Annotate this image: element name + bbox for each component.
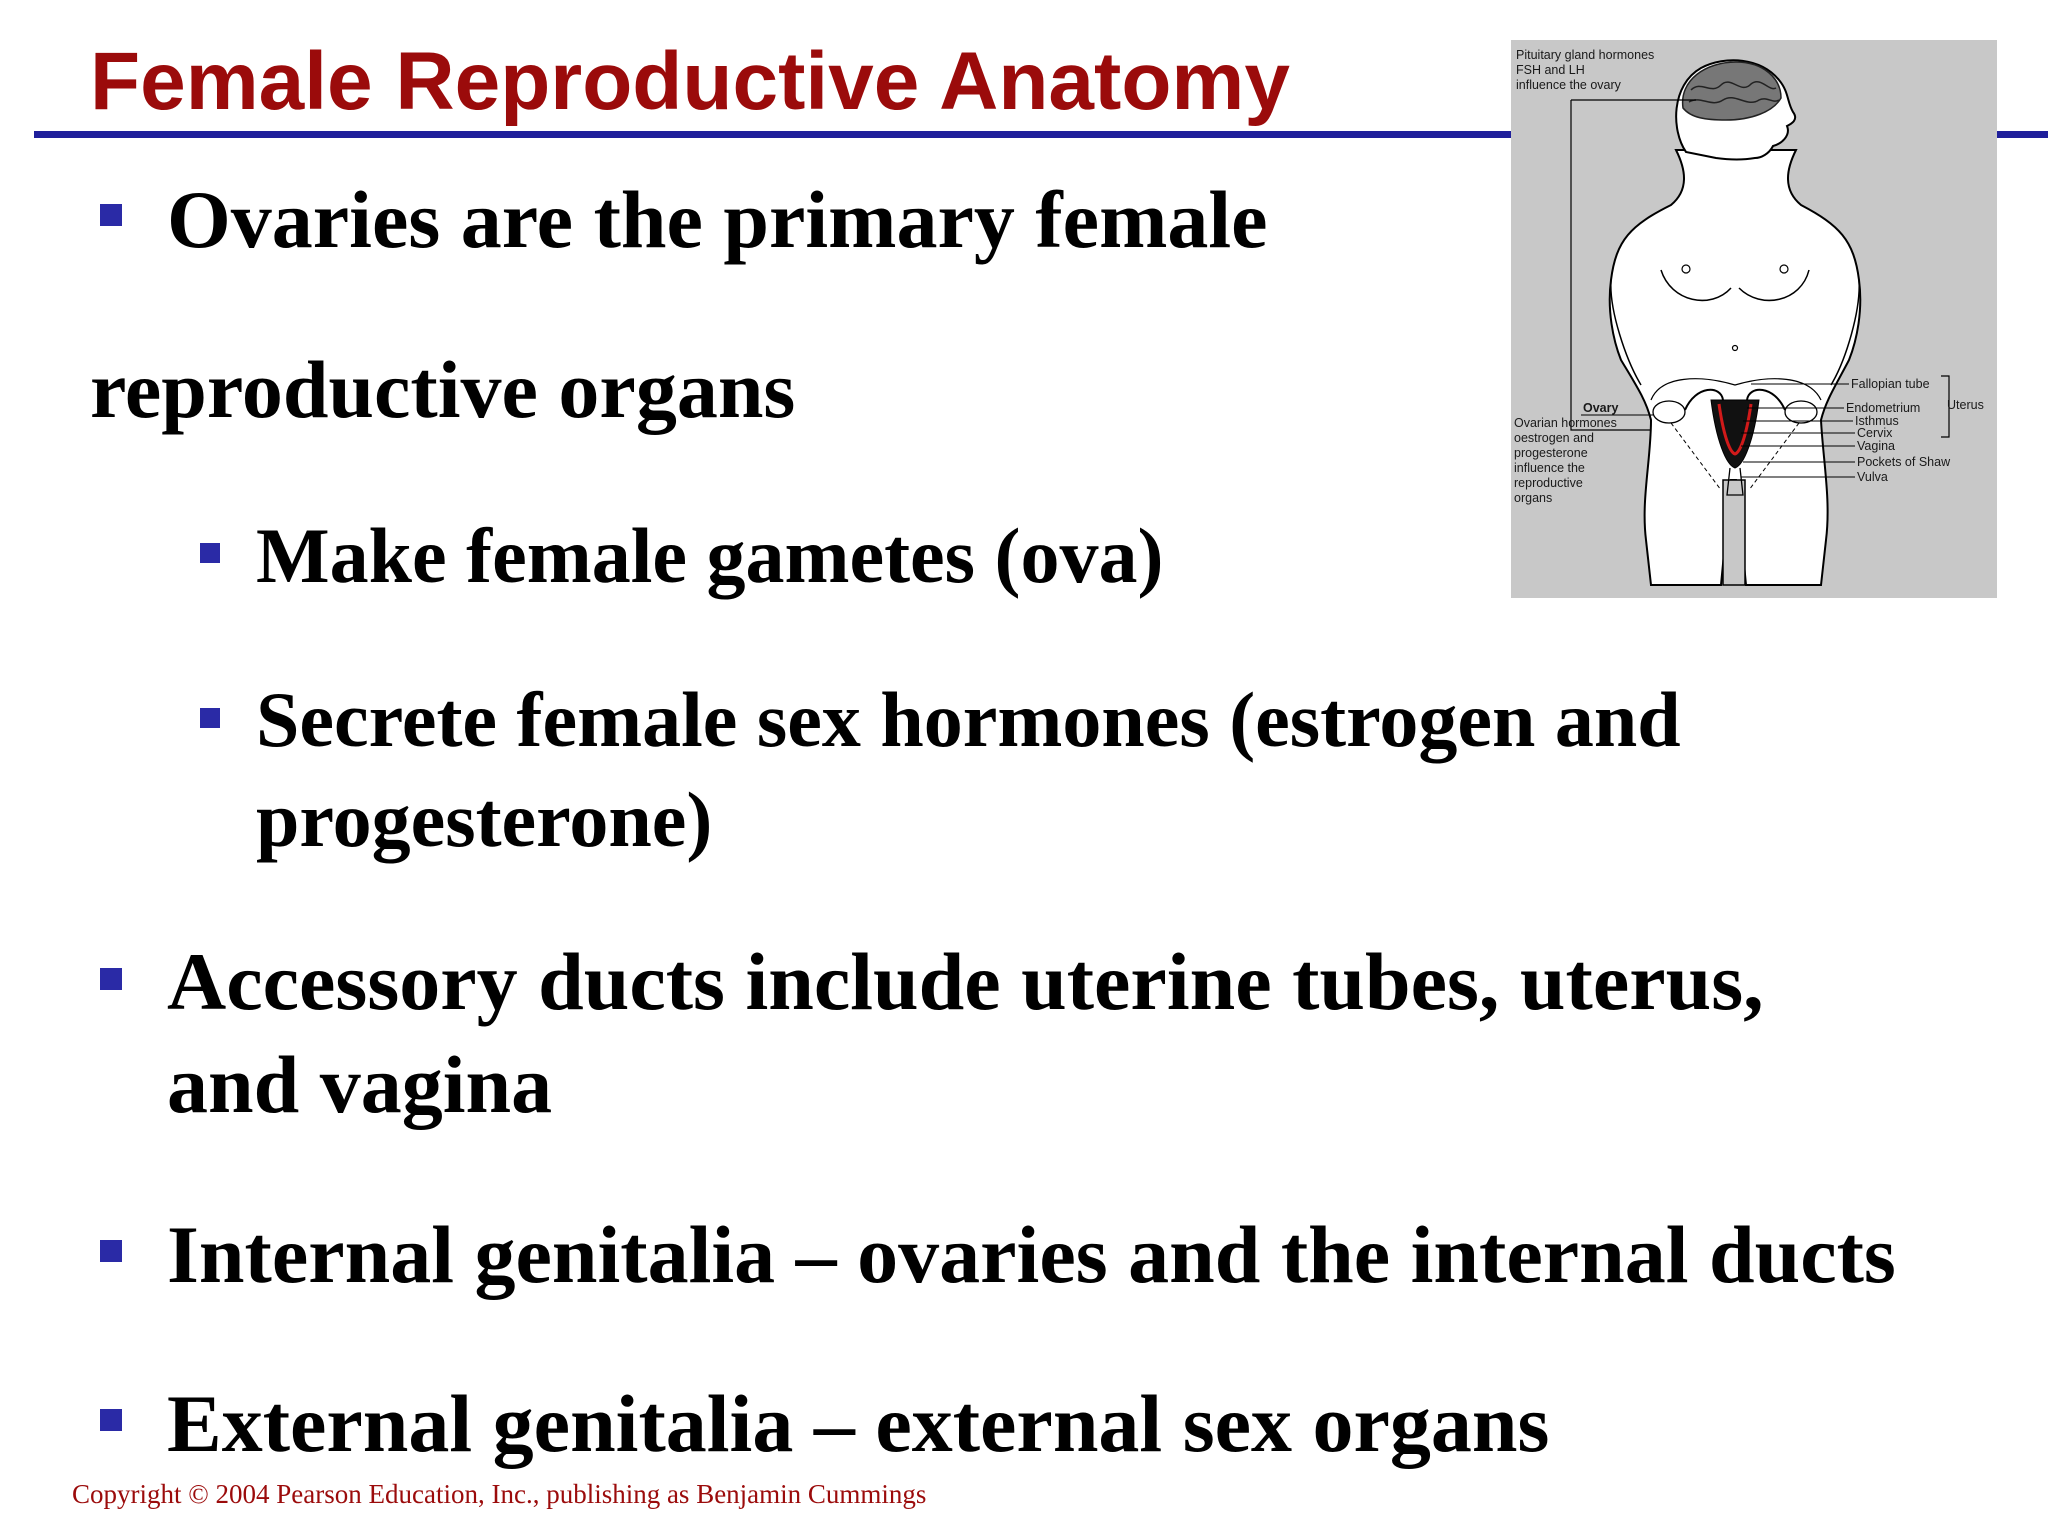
ovarian-hormones-label-6: organs [1514,491,1553,505]
endometrium-label: Endometrium [1846,401,1921,415]
anatomy-illustration [1511,40,1997,598]
anatomy-diagram [1511,40,1997,598]
slide-title: Female Reproductive Anatomy [90,36,1290,127]
bullet-4-line-1: Accessory ducts include uterine tubes, uterus, [167,936,1764,1027]
ovarian-hormones-label-3: progesterone [1514,446,1588,460]
bullet-marker-3 [200,708,220,728]
fallopian-tube-label: Fallopian tube [1851,377,1930,391]
bullet-1-line-2: reproductive organs [90,344,796,435]
ovarian-hormones-label-5: reproductive [1514,476,1583,490]
pituitary-label-3: influence the ovary [1516,78,1621,92]
vulva-label: Vulva [1857,470,1888,484]
cervix-label: Cervix [1857,426,1893,440]
ovarian-hormones-label-2: oestrogen and [1514,431,1594,445]
bullet-marker-2 [200,543,220,563]
bullet-2-text: Make female gametes (ova) [256,512,1164,599]
pituitary-label-1: Pituitary gland hormones [1516,48,1655,62]
bullet-marker-6 [100,1409,122,1431]
isthmus-label: Isthmus [1855,414,1899,428]
ovarian-hormones-label-4: influence the [1514,461,1585,475]
pockets-of-shaw-label: Pockets of Shaw [1857,455,1951,469]
uterus-label: Uterus [1947,398,1984,412]
bullet-marker-4 [100,968,122,990]
vagina-label: Vagina [1857,439,1895,453]
ovary-label: Ovary [1583,401,1619,415]
copyright-notice: Copyright © 2004 Pearson Education, Inc., publishing as Benjamin Cummings [72,1479,927,1509]
bullet-marker-5 [100,1240,122,1262]
bullet-3-line-1: Secrete female sex hormones (estrogen and [256,676,1681,763]
bullet-1-line-1: Ovaries are the primary female [167,174,1268,265]
bullet-marker-1 [100,204,122,226]
bullet-6-text: External genitalia – external sex organs [167,1378,1550,1469]
bullet-3-line-2: progesterone) [256,776,713,863]
bullet-4-line-2: and vagina [167,1039,553,1130]
pituitary-label-2: FSH and LH [1516,63,1585,77]
ovarian-hormones-label-1: Ovarian hormones [1514,416,1617,430]
bullet-5-text: Internal genitalia – ovaries and the internal ducts [167,1209,1896,1300]
